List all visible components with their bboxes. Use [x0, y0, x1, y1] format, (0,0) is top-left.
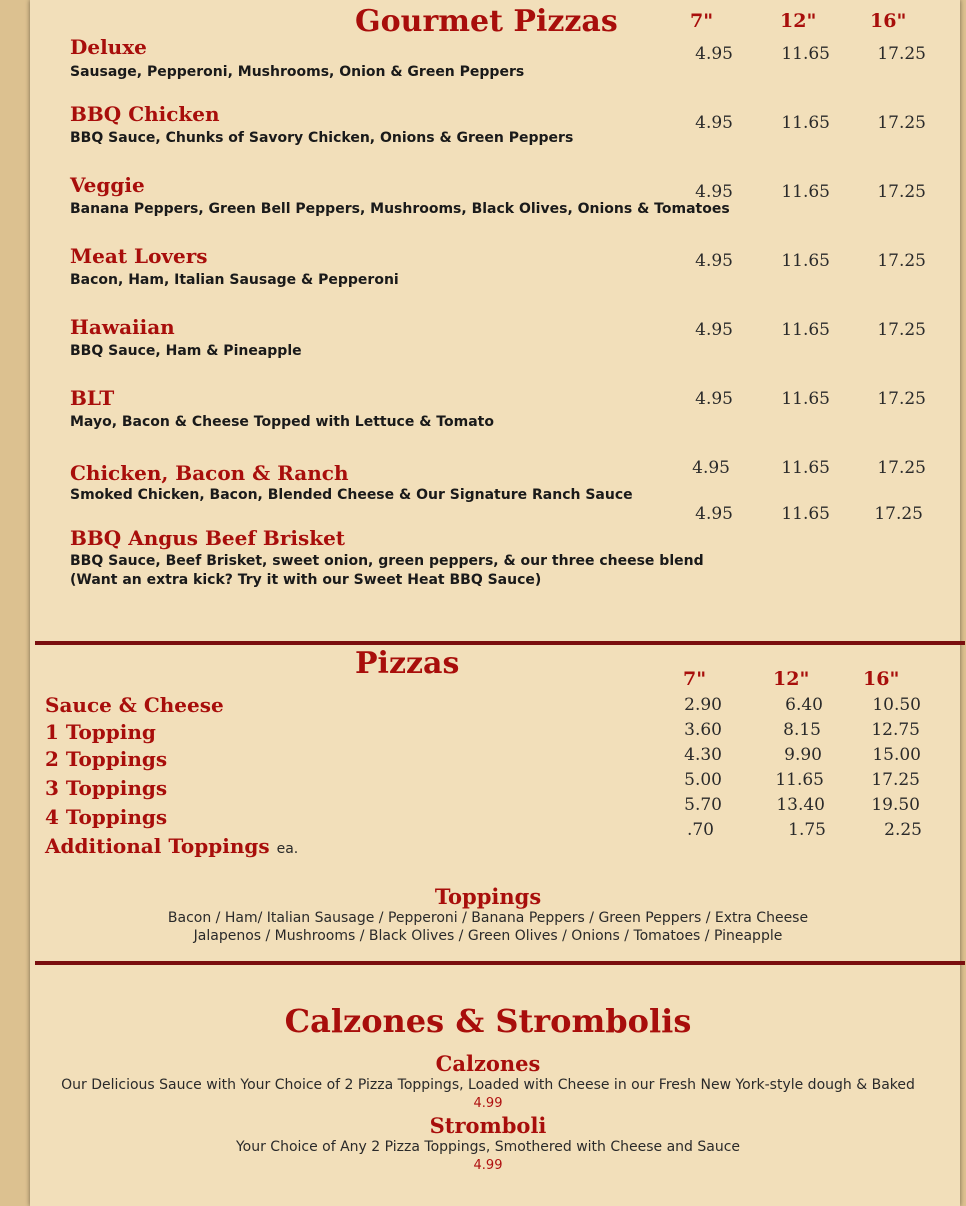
pizza-row-name: Sauce & Cheese: [45, 693, 224, 717]
price-12: 11.65: [781, 113, 830, 133]
stromboli-description: Your Choice of Any 2 Pizza Toppings, Smothered with Cheese and Sauce: [235, 1139, 741, 1155]
pizza-row-name: [45, 834, 298, 858]
gourmet-item-desc-note: (Want an extra kick? Try it with our Sweet Heat BBQ Sauce): [70, 572, 542, 588]
gourmet-size-16: 16": [870, 10, 907, 32]
price-16: 17.25: [877, 113, 926, 133]
calzones-title: Calzones & Strombolis: [284, 1002, 692, 1040]
gourmet-item-name: Veggie: [70, 173, 145, 197]
gourmet-title: Gourmet Pizzas: [355, 4, 618, 39]
gourmet-item-name: BBQ Angus Beef Brisket: [70, 526, 346, 550]
gourmet-size-12: 12": [780, 10, 817, 32]
toppings-line-2: Jalapenos / Mushrooms / Black Olives / Green Olives / Onions / Tomatoes / Pineapple: [193, 928, 783, 944]
pizza-row-name: 2 Toppings: [45, 747, 168, 771]
price-16: 17.25: [877, 320, 926, 340]
price-7: 4.95: [695, 504, 733, 524]
price-12: 11.65: [775, 770, 824, 790]
price-12: 13.40: [776, 795, 825, 815]
gourmet-item-desc: Bacon, Ham, Italian Sausage & Pepperoni: [70, 272, 399, 288]
price-7: 4.95: [692, 458, 730, 478]
pizzas-title: Pizzas: [355, 646, 460, 681]
gourmet-item-desc: BBQ Sauce, Ham & Pineapple: [70, 343, 302, 359]
price-12: 11.65: [781, 389, 830, 409]
stromboli-price: 4.99: [473, 1158, 503, 1173]
additional-toppings-label: Additional Toppings: [45, 834, 270, 858]
price-7: 4.95: [695, 251, 733, 271]
calzone-description: Our Delicious Sauce with Your Choice of 2 Pizza Toppings, Loaded with Cheese in our Fresh New York-style dough & Baked: [61, 1077, 915, 1093]
price-16: 17.25: [877, 251, 926, 271]
price-7: 4.95: [695, 182, 733, 202]
price-12: 11.65: [781, 504, 830, 524]
gourmet-item-desc: BBQ Sauce, Chunks of Savory Chicken, Onions & Green Peppers: [70, 130, 574, 146]
price-16: 17.25: [877, 182, 926, 202]
gourmet-item-desc: Mayo, Bacon & Cheese Topped with Lettuce & Tomato: [70, 414, 494, 430]
pizza-row-name: 3 Toppings: [45, 776, 168, 800]
pizza-row-name: 4 Toppings: [45, 805, 168, 829]
price-12: 11.65: [781, 44, 830, 64]
price-12: 1.75: [788, 820, 826, 840]
price-7: 5.00: [684, 770, 722, 790]
price-16: 2.25: [884, 820, 922, 840]
gourmet-item-desc: Sausage, Pepperoni, Mushrooms, Onion & Green Peppers: [70, 64, 525, 80]
price-16: 17.25: [877, 44, 926, 64]
toppings-title: Toppings: [434, 884, 542, 909]
gourmet-item-name: Hawaiian: [70, 315, 175, 339]
price-7: 4.95: [695, 44, 733, 64]
price-16: 17.25: [877, 458, 926, 478]
pizzas-size-16: 16": [863, 668, 900, 690]
price-16: 17.25: [871, 770, 920, 790]
price-12: 6.40: [785, 695, 823, 715]
gourmet-item-desc: Banana Peppers, Green Bell Peppers, Mushrooms, Black Olives, Onions & Tomatoes: [70, 201, 730, 217]
gourmet-item-name: Chicken, Bacon & Ranch: [70, 461, 349, 485]
price-16: 12.75: [871, 720, 920, 740]
price-7: 4.95: [695, 113, 733, 133]
gourmet-item-name: Meat Lovers: [70, 244, 208, 268]
price-7: 3.60: [684, 720, 722, 740]
price-12: 8.15: [783, 720, 821, 740]
pizzas-size-12: 12": [773, 668, 810, 690]
price-12: 11.65: [781, 182, 830, 202]
price-7: 4.95: [695, 389, 733, 409]
price-16: 15.00: [872, 745, 921, 765]
gourmet-item-name: BLT: [70, 386, 115, 410]
section-divider: [35, 641, 965, 645]
price-16: 17.25: [874, 504, 923, 524]
price-12: 11.65: [781, 320, 830, 340]
price-12: 9.90: [784, 745, 822, 765]
price-16: 10.50: [872, 695, 921, 715]
pizzas-size-7: 7": [683, 668, 707, 690]
price-12: 11.65: [781, 458, 830, 478]
gourmet-item-name: Deluxe: [70, 35, 147, 59]
price-7: 4.95: [695, 320, 733, 340]
calzone-price: 4.99: [473, 1096, 503, 1111]
price-16: 19.50: [871, 795, 920, 815]
each-suffix: ea.: [276, 841, 299, 857]
price-7: .70: [686, 820, 714, 840]
price-7: 4.30: [684, 745, 722, 765]
gourmet-item-desc: BBQ Sauce, Beef Brisket, sweet onion, green peppers, & our three cheese blend: [70, 553, 704, 569]
gourmet-item-desc: Smoked Chicken, Bacon, Blended Cheese & Our Signature Ranch Sauce: [70, 487, 633, 503]
pizza-row-name: 1 Topping: [45, 720, 156, 744]
toppings-line-1: Bacon / Ham/ Italian Sausage / Pepperoni / Banana Peppers / Green Peppers / Extra Cheese: [167, 910, 809, 926]
price-7: 2.90: [684, 695, 722, 715]
stromboli-subtitle: Stromboli: [429, 1113, 547, 1138]
calzone-subtitle: Calzones: [435, 1051, 541, 1076]
section-divider: [35, 961, 965, 965]
price-16: 17.25: [877, 389, 926, 409]
gourmet-size-7: 7": [690, 10, 714, 32]
gourmet-item-name: BBQ Chicken: [70, 102, 220, 126]
price-12: 11.65: [781, 251, 830, 271]
price-7: 5.70: [684, 795, 722, 815]
